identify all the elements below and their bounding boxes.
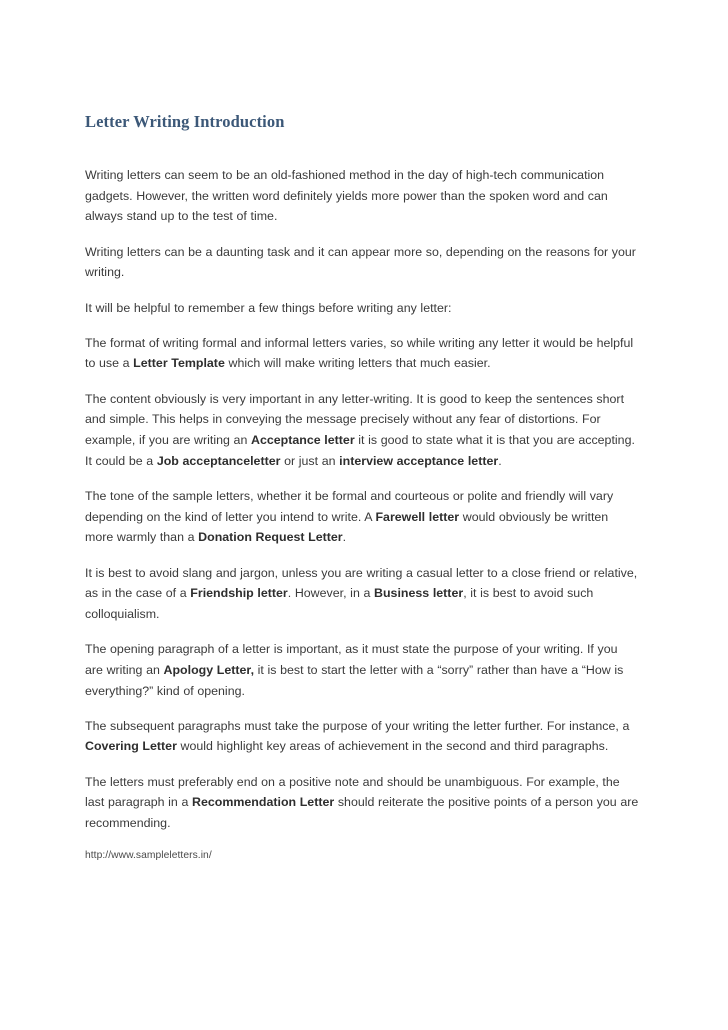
emphasis-text: interview acceptance letter (339, 453, 499, 468)
para-content: The content obviously is very important in any letter-writing. It is good to keep the sentences short and simple. This helps in conveying the message precisely without any fear of distortions. For example, if you are writing an Acceptance letter it is good to state what it is that you are accepting. It could be a Job acceptanceletter or just an interview acceptance letter. (85, 391, 635, 468)
emphasis-text: Business letter (374, 586, 464, 601)
paragraph-container (85, 165, 639, 834)
para-format: The format of writing formal and informal letters varies, so while writing any letter it would be helpful to use a Letter Template which will make writing letters that much easier. (85, 335, 634, 371)
para-slang: It is best to avoid slang and jargon, unless you are writing a casual letter to a close friend or relative, as in the case of a Friendship letter. However, in a Business letter, it is best to avoid such colloquialism. (85, 565, 638, 621)
para-tone: The tone of the sample letters, whether it be formal and courteous or polite and friendly will vary depending on the kind of letter you intend to write. A Farewell letter would obviously be written more warmly than a Donation Request Letter. (85, 488, 614, 545)
emphasis-text: Recommendation Letter (192, 795, 335, 810)
source-url: http://www.sampleletters.in/ (85, 850, 212, 862)
emphasis-text: Friendship letter (190, 586, 288, 601)
para-opening: The opening paragraph of a letter is important, as it must state the purpose of your writing. If you are writing an Apology Letter, it is best to start the letter with a “sorry” rather than have a “How is everything?” kind of opening. (85, 642, 624, 698)
para-ending: The letters must preferably end on a positive note and should be unambiguous. For example, the last paragraph in a Recommendation Letter should reiterate the positive points of a person you are recommending. (85, 774, 639, 831)
para-subsequent: The subsequent paragraphs must take the purpose of your writing the letter further. For instance, a Covering Letter would highlight key areas of achievement in the second and third paragraphs. (85, 718, 630, 754)
para-helpful: It will be helpful to remember a few things before writing any letter: (85, 300, 452, 315)
emphasis-text: Acceptance letter (251, 433, 355, 448)
emphasis-text: Apology Letter, (163, 662, 255, 677)
emphasis-text: Letter Template (133, 356, 225, 371)
para-intro: Writing letters can seem to be an old-fashioned method in the day of high-tech communication gadgets. However, the written word definitely yields more power than the spoken word and can always stand up to the test of time. (85, 168, 608, 224)
para-daunting: Writing letters can be a daunting task and it can appear more so, depending on the reasons for your writing. (85, 244, 636, 280)
emphasis-text: Covering Letter (85, 739, 177, 754)
emphasis-text: Job acceptanceletter (156, 453, 281, 468)
document-body (85, 112, 639, 864)
emphasis-text: Farewell letter (375, 509, 460, 524)
emphasis-text: Donation Request Letter (198, 530, 343, 545)
page-title: Letter Writing Introduction (85, 112, 285, 131)
